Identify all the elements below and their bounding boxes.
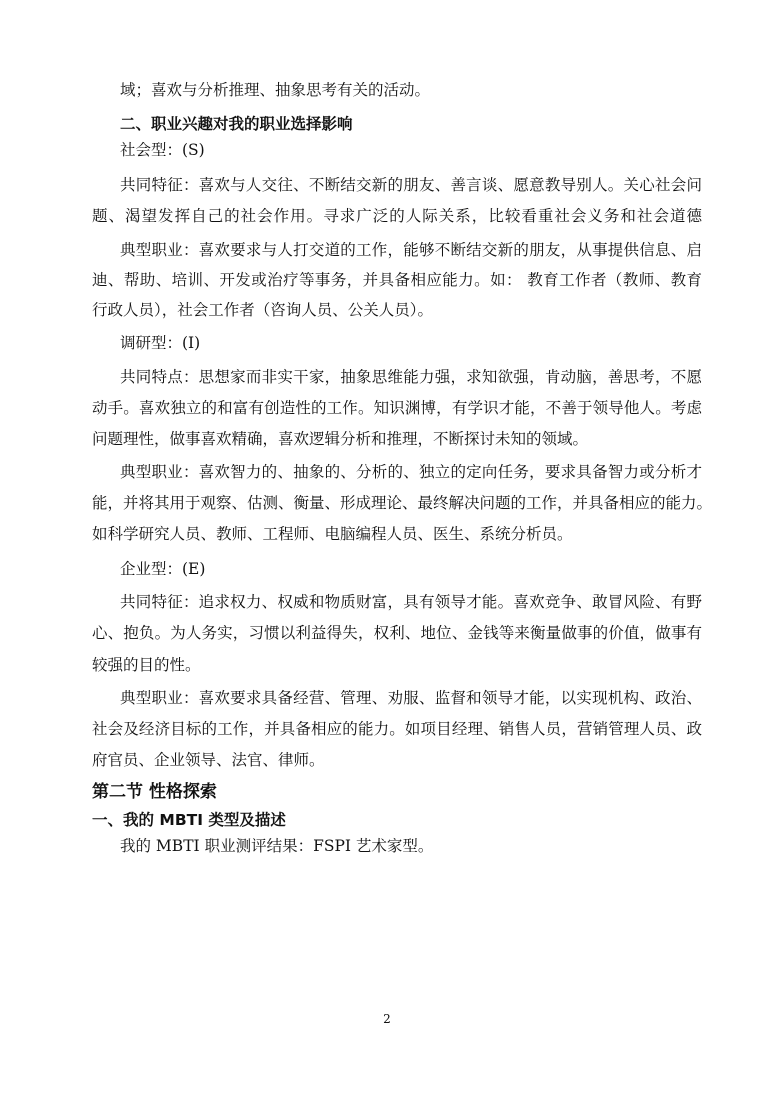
paragraph-line: 问题理性，做事喜欢精确，喜欢逻辑分析和推理，不断探讨未知的领域。	[92, 430, 589, 448]
subheading: 一、我的 MBTI 类型及描述	[92, 811, 286, 829]
paragraph-line: 动手。喜欢独立的和富有创造性的工作。知识渊博，有学识才能，不善于领导他人。考虑	[92, 399, 702, 417]
paragraph-line: 较强的目的性。	[92, 656, 201, 674]
paragraph-line: 共同特征：喜欢与人交往、不断结交新的朋友、善言谈、愿意教导别人。关心社会问	[120, 176, 702, 194]
paragraph-line: 我的 MBTI 职业测评结果：FSPI 艺术家型。	[120, 837, 434, 855]
paragraph-line: 典型职业：喜欢要求具备经营、管理、劝服、监督和领导才能，以实现机构、政治、	[120, 689, 702, 707]
paragraph-line: 能，并将其用于观察、估测、衡量、形成理论、最终解决问题的工作，并具备相应的能力。	[92, 494, 713, 512]
paragraph-line: 共同特点：思想家而非实干家，抽象思维能力强，求知欲强，肯动脑，善思考，不愿	[120, 368, 702, 386]
paragraph-line: 社会及经济目标的工作，并具备相应的能力。如项目经理、销售人员，营销管理人员、政	[92, 720, 702, 738]
type-heading-social: 社会型：(S)	[120, 141, 205, 159]
paragraph-line: 心、抱负。为人务实，习惯以利益得失，权利、地位、金钱等来衡量做事的价值，做事有	[92, 624, 702, 642]
paragraph-line: 迪、帮助、培训、开发或治疗等事务，并具备相应能力。如： 教育工作者（教师、教育	[92, 271, 702, 289]
type-heading-investigative: 调研型：(I)	[120, 334, 201, 352]
paragraph-line: 行政人员），社会工作者（咨询人员、公关人员）。	[92, 301, 434, 319]
paragraph-line: 典型职业：喜欢要求与人打交道的工作，能够不断结交新的朋友，从事提供信息、启	[120, 241, 702, 259]
paragraph-line: 府官员、企业领导、法官、律师。	[92, 751, 325, 769]
section-heading: 第二节 性格探索	[92, 782, 217, 802]
paragraph-line: 题、渴望发挥自己的社会作用。寻求广泛的人际关系，比较看重社会义务和社会道德	[92, 207, 702, 225]
paragraph-line: 域；喜欢与分析推理、抽象思考有关的活动。	[120, 81, 431, 99]
type-heading-enterprising: 企业型：(E)	[120, 560, 206, 578]
subheading: 二、职业兴趣对我的职业选择影响	[120, 115, 353, 133]
paragraph-line: 如科学研究人员、教师、工程师、电脑编程人员、医生、系统分析员。	[92, 525, 573, 543]
page-number: 2	[383, 1012, 391, 1026]
paragraph-line: 共同特征：追求权力、权威和物质财富，具有领导才能。喜欢竞争、敢冒风险、有野	[120, 593, 702, 611]
paragraph-line: 典型职业：喜欢智力的、抽象的、分析的、独立的定向任务，要求具备智力或分析才	[120, 463, 702, 481]
